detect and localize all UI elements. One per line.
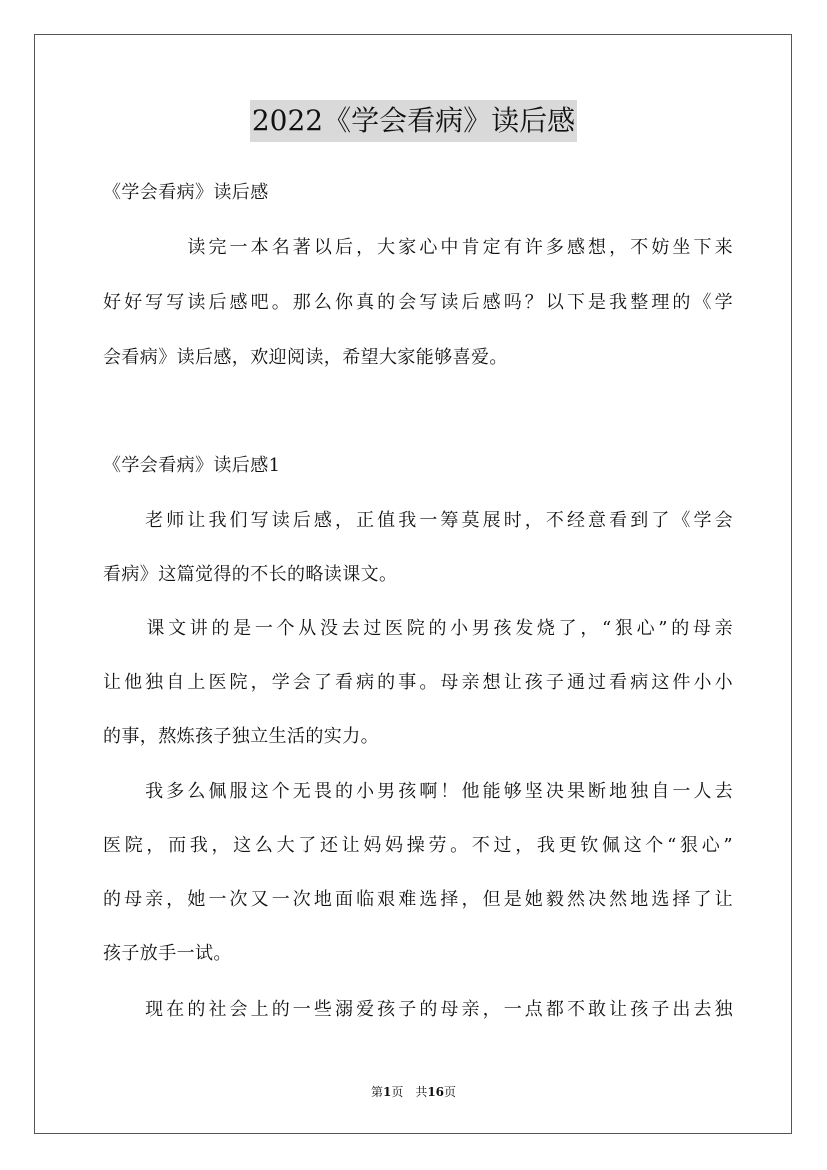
text-line: 我多么佩服这个无畏的小男孩啊！他能够坚决果断地独自一人去 (103, 781, 733, 802)
text-line: 老师让我们写读后感，正值我一筹莫展时，不经意看到了《学会 (103, 510, 733, 531)
text-line: 的事，熬炼孩子独立生活的实力。 (103, 726, 379, 747)
text-line: 的母亲，她一次又一次地面临艰难选择，但是她毅然决然地选择了让 (103, 889, 733, 910)
text-line: 医院，而我，这么大了还让妈妈操劳。不过，我更钦佩这个“狠心” (103, 835, 733, 856)
page-number: 1 (382, 1085, 392, 1099)
document-title: 2022《学会看病》读后感 (250, 100, 577, 142)
text-line: 课文讲的是一个从没去过医院的小男孩发烧了，“狠心”的母亲 (103, 618, 733, 639)
footer-mid: 页 共 (391, 1085, 428, 1099)
text-line: 看病》这篇觉得的不长的略读课文。 (103, 564, 398, 585)
text-line: 读完一本名著以后，大家心中肯定有许多感想，不妨坐下来 (103, 237, 733, 258)
section-heading: 《学会看病》读后感 (103, 182, 269, 203)
page-footer (0, 1084, 827, 1100)
text-line: 孩子放手一试。 (103, 943, 232, 964)
text-line: 现在的社会上的一些溺爱孩子的母亲，一点都不敢让孩子出去独 (103, 999, 733, 1020)
total-pages: 16 (427, 1085, 445, 1099)
footer-prefix: 第 (370, 1085, 383, 1099)
section-heading: 《学会看病》读后感1 (103, 455, 281, 476)
footer-suffix: 页 (444, 1085, 457, 1099)
title-container (0, 100, 827, 142)
text-line: 让他独自上医院，学会了看病的事。母亲想让孩子通过看病这件小小 (103, 672, 733, 693)
text-line: 会看病》读后感，欢迎阅读，希望大家能够喜爱。 (103, 347, 508, 368)
text-line: 好好写写读后感吧。那么你真的会写读后感吗？以下是我整理的《学 (103, 292, 733, 313)
